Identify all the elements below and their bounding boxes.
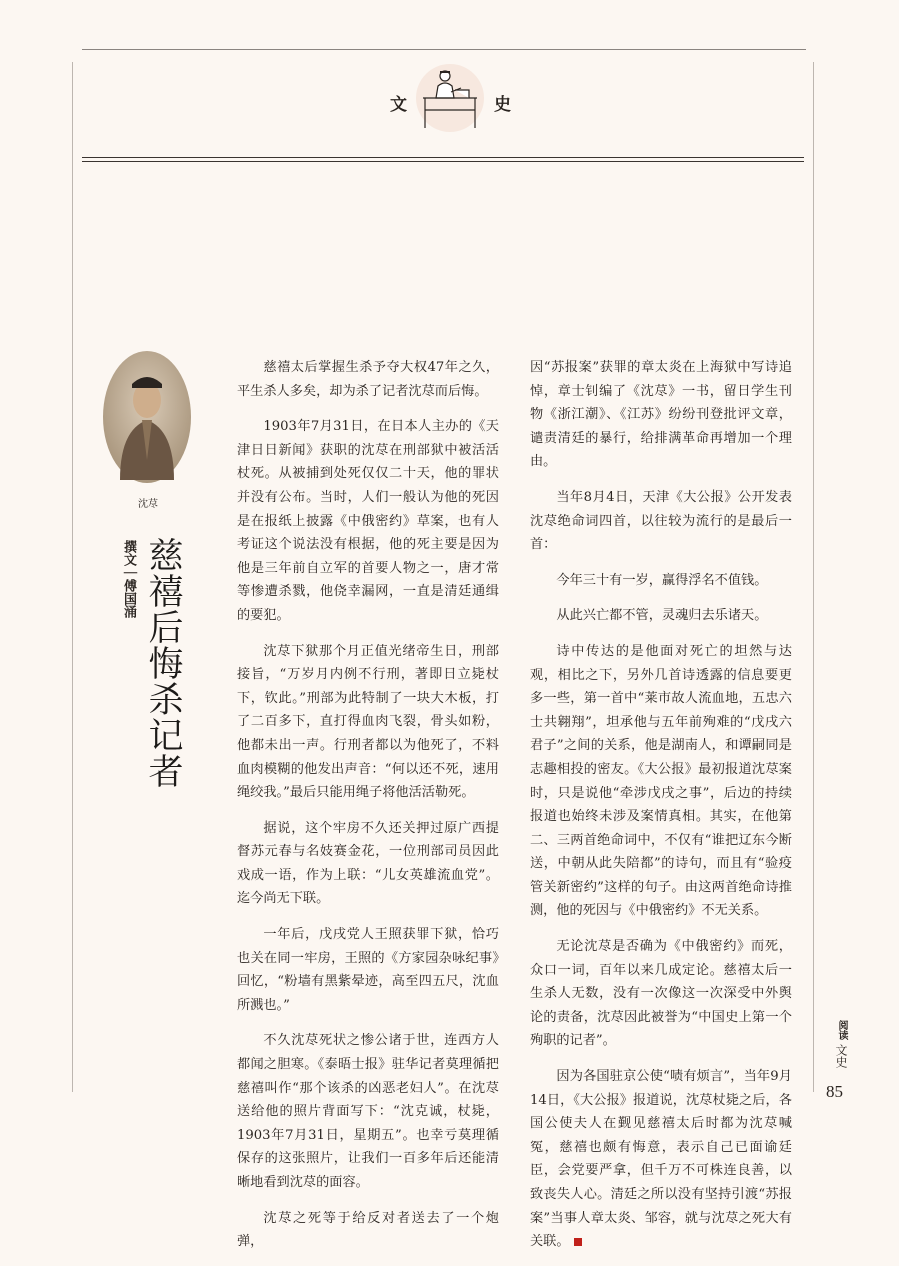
section-label-right: 史 [494, 95, 511, 115]
paragraph: 慈禧太后掌握生杀予夺大权47年之久，平生杀人多矣，却为杀了记者沈荩而后悔。 [237, 360, 499, 399]
paragraph: 沈荩下狱那个月正值光绪帝生日，刑部接旨，“万岁月内例不行刑，著即日立毙杖下，钦此。”刑部为此特制了一块大木板，打了二百多下，直打得血肉飞裂，骨头如粉，他都未出一声。行刑者都以为他死了，不料血肉模糊的他发出声音：“何以还不死，速用绳绞我。”最后只能用绳子将他活活勒死。 [237, 643, 499, 801]
header-rule-double [82, 161, 804, 162]
poem-line: 从此兴亡都不管，灵魂归去乐诸天。 [556, 608, 768, 624]
section-label-left: 文 [390, 95, 407, 115]
header-rule [82, 157, 804, 158]
scholar-at-desk-illustration [415, 60, 485, 140]
portrait-caption: 沈荩 [138, 499, 158, 510]
left-margin-line [72, 62, 73, 1092]
paragraph: 不久沈荩死状之惨公诸于世，连西方人都闻之胆寒。《泰晤士报》驻华记者莫理循把慈禧叫作“那个该杀的凶恶老妇人”。在沈荩送给他的照片背面写下：“沈克诚，杖毙，1903年7月31日，星期五”。也幸亏莫理循保存的这张照片，让我们一百多年后还能清晰地看到沈荩的面容。 [237, 1033, 499, 1190]
paragraph: 沈荩之死等于给反对者送去了一个炮弹， [237, 1210, 499, 1250]
paragraph-text: 因为各国驻京公使“啧有烦言”，当年9月14日，《大公报》报道说，沈荩杖毙之后，各国公使夫人在觐见慈禧太后时都为沈荩喊冤，慈禧也颇有悔意，表示自己已面谕廷臣，会党要严拿，但千万不可株连良善，以致丧失人心。清廷之所以没有坚持引渡“苏报案”当事人章太炎、邹容，就与沈荩之死大有关联。 [530, 1069, 792, 1250]
article-byline: 撰文｜傅国涌 [121, 540, 136, 618]
article-title: 慈禧后悔杀记者 [143, 537, 183, 789]
paragraph: 当年8月4日，天津《大公报》公开发表沈荩绝命词四首，以往较为流行的是最后一首： [530, 489, 792, 553]
article-column-1 [237, 356, 499, 1266]
top-rule [82, 49, 806, 50]
section-header [370, 60, 540, 150]
paragraph: 无论沈荩是否确为《中俄密约》而死，众口一词，百年以来几成定论。慈禧太后一生杀人无数，没有一次像这一次深受中外舆论的责备，沈荩因此被誉为“中国史上第一个殉职的记者”。 [530, 939, 792, 1049]
portrait-photo [102, 350, 192, 485]
paragraph: 诗中传达的是他面对死亡的坦然与达观，相比之下，另外几首诗透露的信息要更多一些，第一首中“莱市故人流血地，五忠六士共翱翔”，坦承他与五年前殉难的“戊戌六君子”之间的关系，他是湖南人，和谭嗣同是志趣相投的密友。《大公报》最初报道沈荩案时，只是说他“牵涉戊戌之事”，后边的持续报道也始终未涉及案情真相。其实，在他第二、三两首绝命词中，不仅有“谁把辽东今断送，中朝从此失陪都”的诗句，而且有“验疫管关新密约”这样的句子。由这两首绝命诗推测，他的死因与《中俄密约》不无关系。 [530, 643, 792, 919]
folio-section [824, 1020, 850, 1068]
paragraph: 因“苏报案”获罪的章太炎在上海狱中写诗追悼，章士钊编了《沈荩》一书，留日学生刊物《浙江潮》、《江苏》纷纷刊登批评文章，谴责清廷的暴行，给排满革命再增加一个理由。 [530, 360, 792, 470]
paragraph: 一年后，戊戌党人王照获罪下狱，恰巧也关在同一牢房，王照的《方家园杂咏纪事》回忆，“粉墙有黑紫晕迹，高至四五尺，沈血所溅也。” [237, 927, 499, 1013]
poem-line: 今年三十有一岁，赢得浮名不值钱。 [556, 572, 768, 588]
article-column-2 [530, 356, 792, 1266]
folio-section-name: 文史 [834, 1043, 848, 1068]
paragraph [530, 1065, 792, 1254]
paragraph: 1903年7月31日，在日本人主办的《天津日日新闻》获职的沈荩在刑部狱中被活活杖死。从被捕到处死仅仅二十天，他的罪状并没有公布。当时，人们一般认为他的死因是在报纸上披露《中俄密约》草案，也有人考证这个说法没有根据，他的死主要是因为他是三年前自立军的首要人物之一，唐才常等惨遭杀戮，他侥幸漏网，一直是清廷通缉的要犯。 [237, 419, 499, 623]
page-number: 85 [826, 1082, 843, 1101]
paragraph: 据说，这个牢房不久还关押过原广西提督苏元春与名妓赛金花，一位刑部司员因此戏成一语，作为上联：“儿女英雄流血党”。迄今尚无下联。 [237, 820, 499, 907]
folio-brand: 阅读 [836, 1020, 847, 1040]
end-of-article-mark [574, 1238, 582, 1246]
right-margin-line [813, 62, 814, 1092]
